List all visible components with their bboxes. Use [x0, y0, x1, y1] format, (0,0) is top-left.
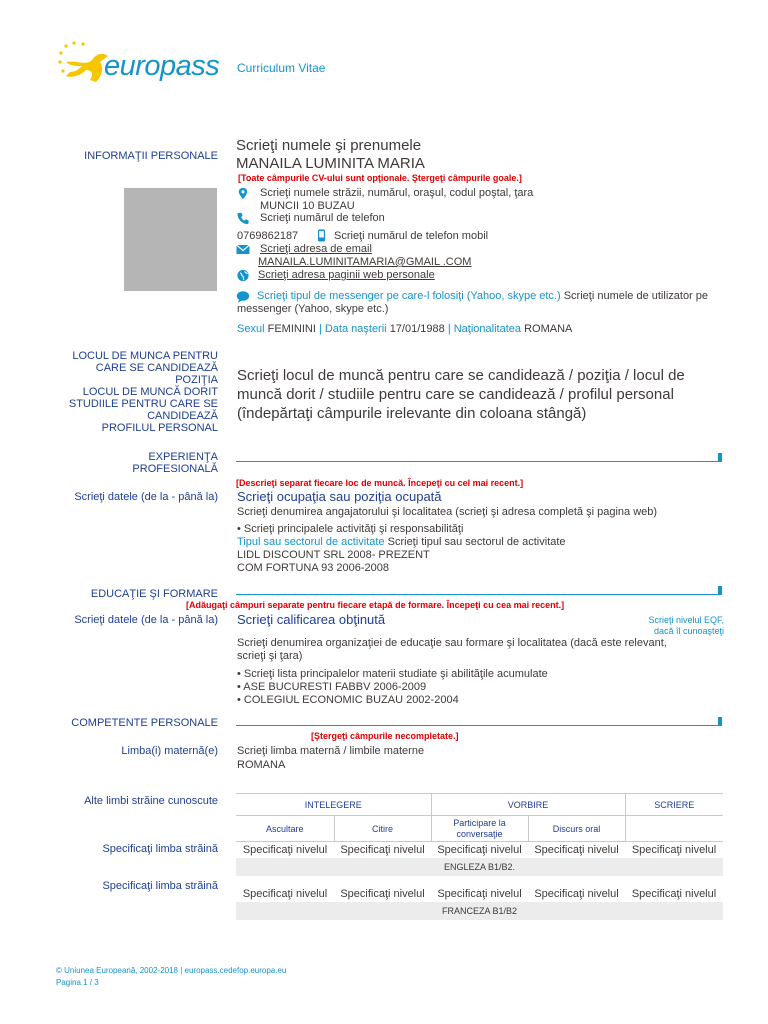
level-cell: Specificaţi nivelul	[631, 887, 717, 900]
mother-tongue-label: Limba(i) maternă(e)	[121, 745, 218, 757]
position-label: LOCUL DE MUNCA PENTRU	[72, 350, 218, 362]
col-interaction: Participare la conversaţie	[431, 816, 528, 842]
photo-placeholder	[124, 188, 217, 291]
position-label: CARE SE CANDIDEAZĂ	[95, 362, 218, 374]
language-certificate: FRANCEZA B1/B2	[236, 902, 723, 920]
mother-tongue-hint: Scrieţi limba maternă / limbile materne	[237, 745, 425, 757]
language-table	[236, 793, 723, 920]
mobile-icon	[317, 229, 326, 242]
email-address[interactable]: MANAILA.LUMINITAMARIA@GMAIL .COM	[258, 256, 472, 268]
separator: |	[318, 323, 322, 335]
col-production: Discurs oral	[528, 816, 625, 842]
col-listening: Ascultare	[236, 816, 334, 842]
eqf-line: dacă îl cunoaşteţi	[653, 626, 724, 636]
education-item: • ASE BUCURESTI FABBV 2006-2009	[237, 681, 427, 693]
group-writing: SCRIERE	[625, 794, 723, 816]
footer-page: Pagina 1 / 3	[56, 978, 99, 987]
education-title: Scrieţi calificarea obţinută	[237, 612, 386, 627]
experience-title: Scrieţi ocupaţia sau poziţia ocupată	[237, 489, 442, 504]
phone-number: 0769862187	[237, 230, 299, 242]
logo-text: europass	[104, 50, 220, 82]
europass-logo	[56, 40, 226, 90]
language-table-col-row	[236, 816, 723, 842]
foreign-language-label: Specificaţi limba străină	[102, 843, 218, 855]
experience-sector	[237, 536, 566, 549]
education-item: • COLEGIUL ECONOMIC BUZAU 2002-2004	[237, 694, 459, 706]
education-org-line: scrieţi şi ţara)	[237, 650, 303, 662]
group-understanding: INTELEGERE	[236, 794, 431, 816]
language-spacer-row	[236, 876, 723, 886]
nationality-value: ROMANA	[524, 323, 573, 335]
messenger-hint: Scrieţi tipul de messenger pe care-l folosiţi (Yahoo, skype etc.)	[257, 290, 561, 302]
education-org-line: Scrieţi denumirea organizaţiei de educaţie sau formare şi localitatea (dacă este relevant,	[237, 637, 667, 649]
sector-label: Tipul sau sectorul de activitate	[237, 536, 385, 548]
section-label-education: EDUCAŢIE ŞI FORMARE	[90, 588, 218, 600]
language-cert-row	[236, 902, 723, 920]
footer-copyright: © Uniunea Europeană, 2002-2018 | europass.cedefop.europa.eu	[56, 966, 287, 975]
language-cert-row	[236, 858, 723, 876]
section-label-experience	[132, 451, 218, 475]
name-hint: Scrieţi numele şi prenumele	[236, 137, 422, 154]
education-item: • Scrieţi lista principalelor materii studiate şi abilităţile acumulate	[237, 668, 548, 680]
experience-divider	[236, 461, 722, 462]
education-items	[237, 668, 548, 707]
level-cell: Specificaţi nivelul	[534, 843, 619, 856]
sex-label: Sexul	[237, 323, 265, 335]
position-label: PROFILUL PERSONAL	[101, 422, 218, 434]
skills-note: [Ştergeţi câmpurile necompletate.]	[311, 731, 459, 741]
position-label: CANDIDEAZĂ	[147, 410, 218, 422]
language-table-group-row	[236, 794, 723, 816]
eqf-line: Scrieţi nivelul EQF,	[648, 615, 724, 625]
eqf-level	[648, 615, 724, 637]
birth-value: 17/01/1988	[389, 323, 445, 335]
position-labels	[69, 350, 218, 434]
experience-dates-label: Scrieţi datele (de la - până la)	[74, 491, 218, 503]
address: MUNCII 10 BUZAU	[260, 200, 355, 212]
experience-label-line: PROFESIONALĂ	[132, 463, 218, 475]
col-writing	[625, 816, 723, 842]
section-label-personal: INFORMAŢII PERSONALE	[84, 150, 218, 162]
position-text: Scrieţi locul de muncă pentru care se candidează / poziţia / locul de muncă dorit / studiile pentru care se candidează / profilul personal (îndepărtaţi câmpurile irelevante din coloana stângă)	[237, 367, 685, 422]
address-hint: Scrieţi numele străzii, numărul, oraşul, codul poştal, ţara	[260, 187, 534, 199]
level-cell: Specificaţi nivelul	[534, 887, 619, 900]
level-cell: Specificaţi nivelul	[631, 843, 717, 856]
experience-note: [Descrieţi separat fiecare loc de muncă. Începeţi cu cel mai recent.]	[236, 478, 524, 488]
location-icon	[236, 187, 250, 200]
language-certificate: ENGLEZA B1/B2.	[236, 858, 723, 876]
sex-value: FEMININI	[267, 323, 316, 335]
web-hint[interactable]: Scrieţi adresa paginii web personale	[258, 269, 435, 281]
level-cell: Specificaţi nivelul	[340, 887, 425, 900]
experience-activities: • Scrieţi principalele activităţi şi responsabilităţi	[237, 523, 464, 535]
personal-details	[237, 323, 572, 336]
language-level-row	[236, 842, 723, 858]
education-dates-label: Scrieţi datele (de la - până la)	[74, 614, 218, 626]
mother-tongue: ROMANA	[237, 759, 286, 771]
level-cell: Specificaţi nivelul	[242, 843, 328, 856]
phone-icon	[236, 212, 250, 225]
nationality-label: Naţionalitatea	[453, 323, 522, 335]
other-languages-label: Alte limbi străine cunoscute	[84, 795, 218, 807]
position-label: POZIŢIA	[175, 374, 218, 386]
email-hint[interactable]: Scrieţi adresa de email	[260, 243, 372, 255]
level-cell: Specificaţi nivelul	[437, 843, 522, 856]
job-entry: LIDL DISCOUNT SRL 2008- PREZENT	[237, 549, 430, 561]
position-label: STUDIILE PENTRU CARE SE	[68, 398, 218, 410]
section-label-skills: COMPETENTE PERSONALE	[71, 717, 218, 729]
skills-divider	[236, 725, 722, 726]
education-note: [Adăugaţi câmpuri separate pentru fiecare etapă de formare. Începeţi cu cea mai recent.]	[186, 600, 565, 610]
web-icon	[236, 269, 250, 282]
level-cell: Specificaţi nivelul	[437, 887, 522, 900]
foreign-language-label: Specificaţi limba străină	[102, 880, 218, 892]
doc-title: Curriculum Vitae	[237, 61, 326, 75]
messenger-line	[237, 290, 727, 316]
personal-note: [Toate câmpurile CV-ului sunt opţionale. Ştergeţi câmpurile goale.]	[238, 173, 522, 183]
messenger-username-hint: Scrieţi numele de utilizator pe messenger (Yahoo, skype etc.)	[237, 290, 709, 315]
education-divider	[236, 594, 722, 595]
phone-hint: Scrieţi numărul de telefon	[260, 212, 385, 224]
experience-employer: Scrieţi denumirea angajatorului şi localitatea (scrieţi şi adresa completă şi pagina web)	[237, 506, 658, 518]
language-level-row	[236, 886, 723, 902]
full-name: MANAILA LUMINITA MARIA	[236, 155, 425, 172]
level-cell: Specificaţi nivelul	[340, 843, 425, 856]
job-entry: COM FORTUNA 93 2006-2008	[237, 562, 390, 574]
sector-hint: Scrieţi tipul sau sectorul de activitate	[387, 536, 566, 548]
position-label: LOCUL DE MUNCĂ DORIT	[82, 386, 218, 398]
separator: |	[447, 323, 451, 335]
experience-label-line: EXPERIENŢA	[148, 451, 218, 463]
col-reading: Citire	[334, 816, 431, 842]
email-icon	[236, 243, 250, 256]
education-org	[237, 637, 667, 663]
mobile-hint: Scrieţi numărul de telefon mobil	[334, 230, 489, 242]
group-speaking: VORBIRE	[431, 794, 625, 816]
birth-label: Data naşterii	[324, 323, 387, 335]
level-cell: Specificaţi nivelul	[242, 887, 328, 900]
